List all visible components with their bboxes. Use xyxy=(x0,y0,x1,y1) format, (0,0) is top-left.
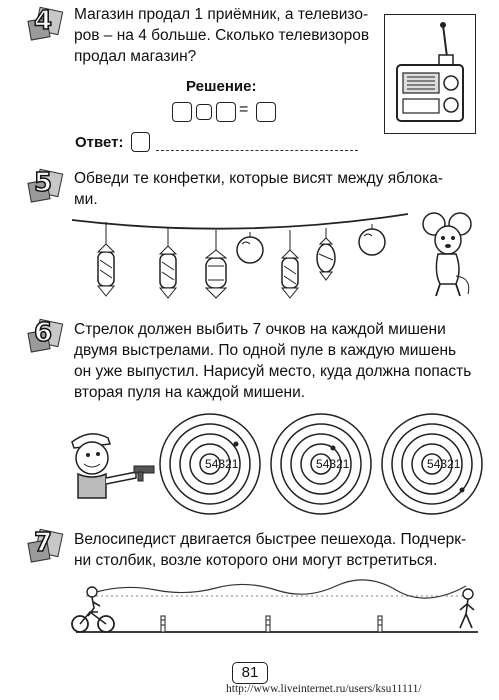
page-number: 81 xyxy=(232,662,268,684)
task-number-badge xyxy=(28,528,62,562)
road-picture xyxy=(66,572,484,644)
bullet-hole xyxy=(460,488,465,493)
target-2-labels xyxy=(316,457,349,471)
ring-label: 3 xyxy=(218,457,226,471)
text-line: Магазин продал 1 приёмник, а телевизо- xyxy=(74,6,369,23)
ring-label: 2 xyxy=(225,457,232,471)
candy-4[interactable] xyxy=(282,230,298,298)
candy-1[interactable] xyxy=(98,222,114,296)
text-line: ни столбик, возле которого они могут встретиться. xyxy=(74,552,438,569)
task-number-badge xyxy=(28,318,62,352)
text-line: Стрелок должен выбить 7 очков на каждой мишени xyxy=(74,321,446,338)
ring-label: 3 xyxy=(329,457,337,471)
answer-line[interactable] xyxy=(156,150,358,151)
solution-label: Решение: xyxy=(186,78,257,95)
candy-3[interactable] xyxy=(206,230,226,298)
walker-icon xyxy=(460,589,474,628)
task-number: 7 xyxy=(33,528,53,558)
ring-label: 4 xyxy=(433,457,441,471)
operator-box[interactable] xyxy=(196,104,212,120)
task-number: 4 xyxy=(33,6,53,36)
ring-label: 5 xyxy=(316,457,323,471)
text-line: продал магазин? xyxy=(74,48,197,65)
candy-5[interactable] xyxy=(317,228,335,280)
bullet-hole xyxy=(331,446,336,451)
candy-2[interactable] xyxy=(160,228,176,298)
task-number: 5 xyxy=(33,168,53,198)
task-4-text xyxy=(74,4,394,67)
task-6-text xyxy=(74,319,494,403)
task-number-badge xyxy=(28,168,62,202)
task-number-badge xyxy=(28,6,62,40)
text-line: Велосипедист двигается быстрее пешехода. Подчерк- xyxy=(74,531,467,548)
ring-label: 2 xyxy=(336,457,343,471)
task-7-text xyxy=(74,529,494,571)
text-line: ров – на 4 больше. Сколько телевизоров xyxy=(74,27,370,44)
source-url[interactable]: http://www.liveinternet.ru/users/ksu11111/ xyxy=(226,683,422,695)
text-line: двумя выстрелами. По одной пуле в каждую мишень xyxy=(74,342,457,359)
answer-box[interactable] xyxy=(256,102,276,122)
equals-sign: = xyxy=(239,101,249,118)
answer-box[interactable] xyxy=(131,132,150,152)
text-line: ми. xyxy=(74,191,98,208)
apple-2 xyxy=(359,224,385,255)
task-number: 6 xyxy=(33,318,53,348)
ring-label: 1 xyxy=(231,457,239,471)
radio-picture-frame xyxy=(384,14,476,134)
text-line: он уже выпустил. Нарисуй место, куда должна попасть xyxy=(74,363,472,380)
target-3-labels xyxy=(427,457,460,471)
ring-label: 5 xyxy=(205,457,212,471)
garland-picture xyxy=(70,210,410,310)
ring-label: 1 xyxy=(453,457,461,471)
post[interactable] xyxy=(378,616,382,632)
answer-box[interactable] xyxy=(172,102,192,122)
ring-label: 4 xyxy=(211,457,219,471)
cyclist-icon xyxy=(72,587,114,632)
bullet-hole xyxy=(234,442,239,447)
apple-1 xyxy=(237,232,263,263)
post[interactable] xyxy=(161,616,165,632)
text-line: вторая пуля на каждой мишени. xyxy=(74,384,306,401)
post[interactable] xyxy=(266,616,270,632)
target-1-labels xyxy=(205,457,238,471)
answer-box[interactable] xyxy=(216,102,236,122)
shooter-boy-icon xyxy=(66,428,158,504)
ring-label: 2 xyxy=(447,457,454,471)
ring-label: 5 xyxy=(427,457,434,471)
ring-label: 4 xyxy=(322,457,330,471)
answer-label: Ответ: xyxy=(75,134,124,151)
task-5-text xyxy=(74,168,484,210)
text-line: Обведи те конфетки, которые висят между яблока- xyxy=(74,170,444,187)
mouse-icon xyxy=(420,208,476,304)
radio-receiver-icon xyxy=(385,15,475,133)
ring-label: 3 xyxy=(440,457,448,471)
ring-label: 1 xyxy=(342,457,350,471)
